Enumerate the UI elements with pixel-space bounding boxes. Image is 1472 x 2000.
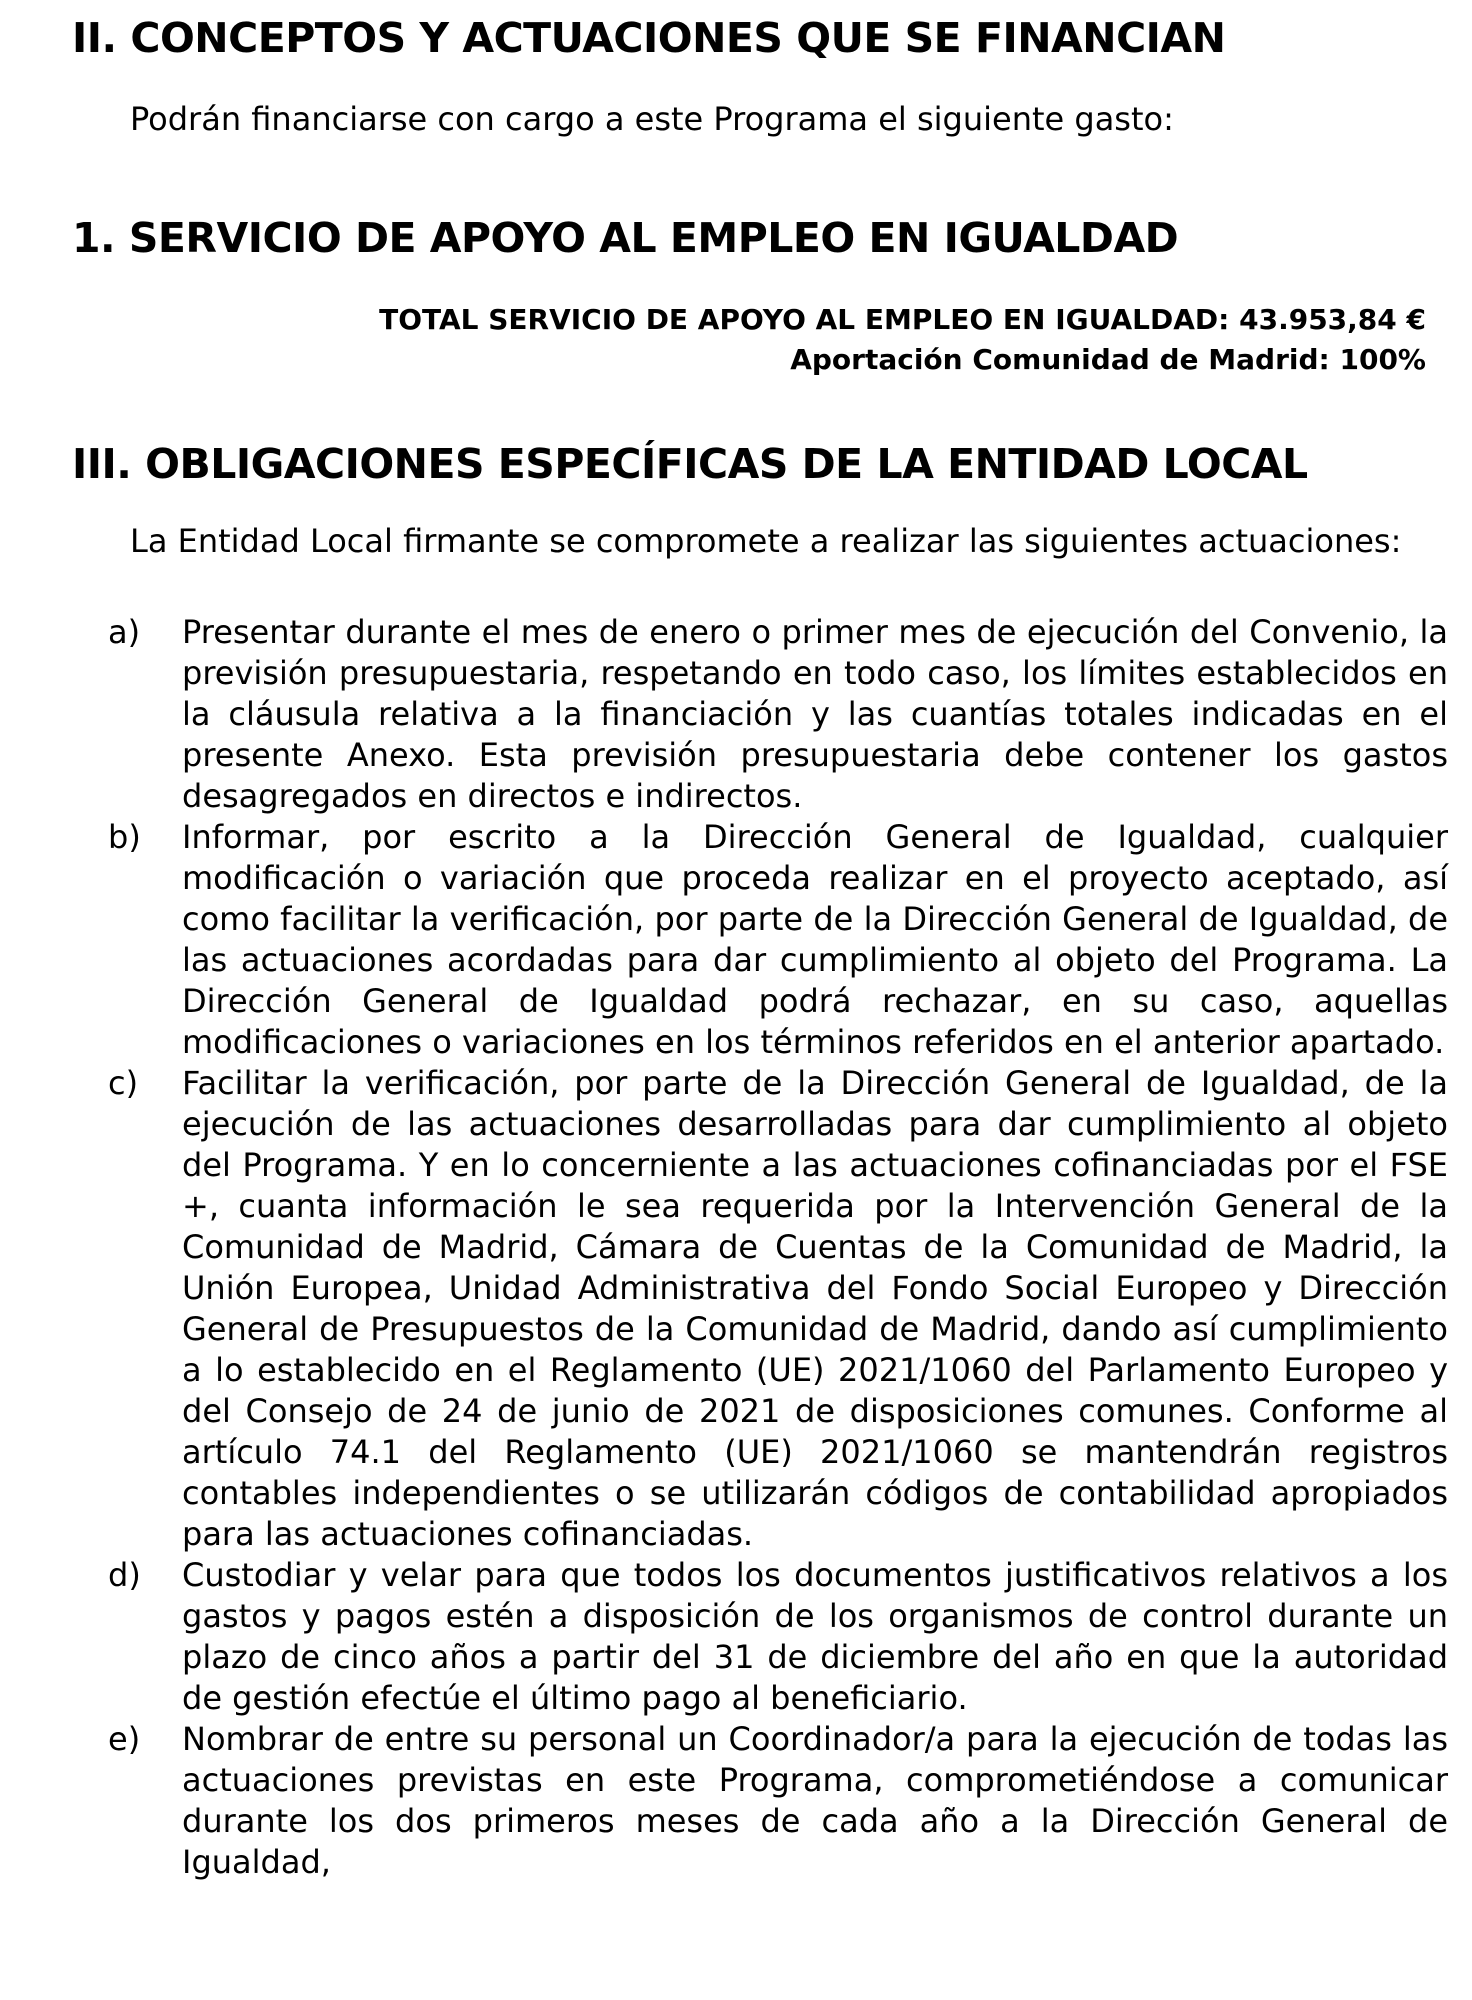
section-2-heading: II. CONCEPTOS Y ACTUACIONES QUE SE FINANCIAN [72,14,1226,62]
list-marker: d) [108,1556,141,1594]
service-total-amount: TOTAL SERVICIO DE APOYO AL EMPLEO EN IGUALDAD: 43.953,84 € [379,303,1426,336]
service-contribution: Aportación Comunidad de Madrid: 100% [790,343,1426,376]
list-marker: a) [108,613,141,651]
list-item [108,1063,1448,1555]
list-item-text: Custodiar y velar para que todos los documentos justificativos relativos a los gastos y pagos estén a disposición de los organismos de control durante un plazo de cinco años a partir del 31 de diciembre del año en que la autoridad de gestión efectúe el último pago al beneficiario. [182,1556,1448,1717]
list-marker: b) [108,818,141,856]
list-marker: e) [108,1720,141,1758]
list-item [108,1719,1448,1883]
list-marker: c) [108,1064,139,1102]
section-2-intro: Podrán financiarse con cargo a este Programa el siguiente gasto: [130,100,1174,138]
section-3-heading: III. OBLIGACIONES ESPECÍFICAS DE LA ENTIDAD LOCAL [72,440,1308,488]
list-item [108,612,1448,817]
section-3-intro: La Entidad Local firmante se compromete a realizar las siguientes actuaciones: [130,522,1402,560]
list-item-text: Facilitar la verificación, por parte de la Dirección General de Igualdad, de la ejecución de las actuaciones desarrolladas para dar cumplimiento al objeto del Programa. Y en lo concerniente a las actuaciones cofinanciadas por el FSE +, cuanta información le sea requerida por la Intervención General de la Comunidad de Madrid, Cámara de Cuentas de la Comunidad de Madrid, la Unión Europea, Unidad Administrativa del Fondo Social Europeo y Dirección General de Presupuestos de la Comunidad de Madrid, dando así cumplimiento a lo establecido en el Reglamento (UE) 2021/1060 del Parlamento Europeo y del Consejo de 24 de junio de 2021 de disposiciones comunes. Conforme al artículo 74.1 del Reglamento (UE) 2021/1060 se mantendrán registros contables independientes o se utilizarán códigos de contabilidad apropiados para las actuaciones cofinanciadas. [182,1064,1448,1553]
service-heading: 1. SERVICIO DE APOYO AL EMPLEO EN IGUALDAD [72,214,1179,262]
list-item-text: Presentar durante el mes de enero o primer mes de ejecución del Convenio, la previsión presupuestaria, respetando en todo caso, los límites establecidos en la cláusula relativa a la financiación y las cuantías totales indicadas en el presente Anexo. Esta previsión presupuestaria debe contener los gastos desagregados en directos e indirectos. [182,613,1448,815]
list-item-text: Informar, por escrito a la Dirección General de Igualdad, cualquier modificación o variación que proceda realizar en el proyecto aceptado, así como facilitar la verificación, por parte de la Dirección General de Igualdad, de las actuaciones acordadas para dar cumplimiento al objeto del Programa. La Dirección General de Igualdad podrá rechazar, en su caso, aquellas modificaciones o variaciones en los términos referidos en el anterior apartado. [182,818,1448,1061]
list-item [108,1555,1448,1719]
list-item [108,817,1448,1063]
list-item-text: Nombrar de entre su personal un Coordinador/a para la ejecución de todas las actuaciones previstas en este Programa, comprometiéndose a comunicar durante los dos primeros meses de cada año a la Dirección General de Igualdad, [182,1720,1448,1881]
obligations-list [108,612,1448,1883]
service-totals [379,300,1426,380]
